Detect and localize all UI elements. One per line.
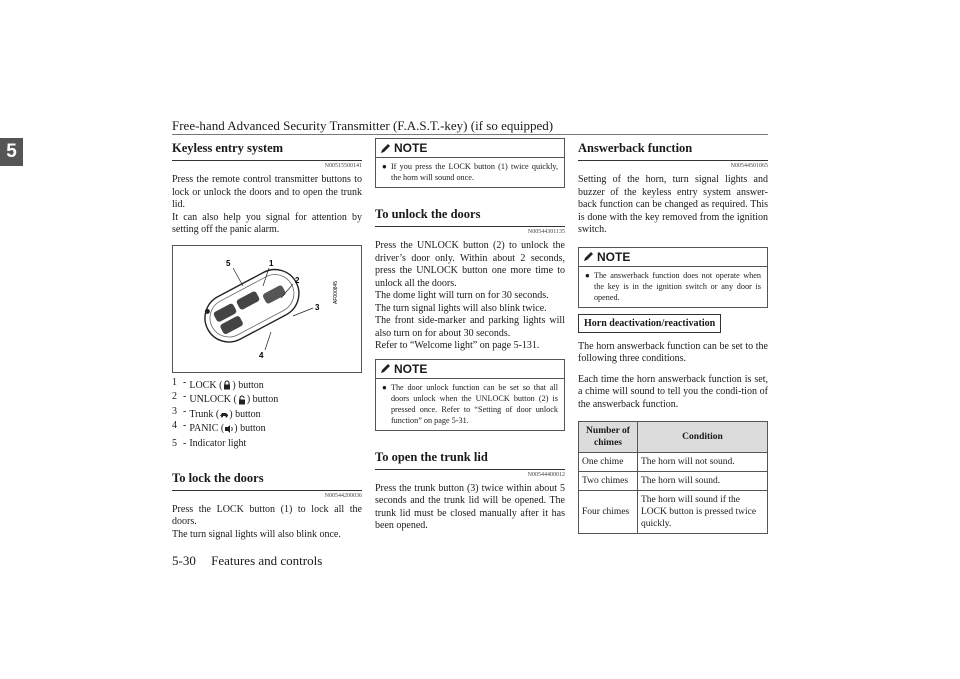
callout-4: 4 [259,350,264,360]
note-pencil-icon [583,251,594,262]
callout-1: 1 [269,258,274,268]
section-title-answerback: Answerback function [578,136,768,161]
note-box [578,247,768,308]
note-header: NOTE [376,360,564,379]
callout-3: 3 [315,302,320,312]
legend-item-lock: 1 - LOCK ( ) button [172,376,264,391]
legend-item-panic: 4 - PANIC ( ) button [172,420,266,434]
button-legend [172,376,362,450]
note-text: The door unlock function can be set so that all doors unlock when the UNLOCK button (2) is pressed once. Refer to “Setting of door unlock function” on page 5-31. [390,382,558,425]
column-1 [172,136,362,541]
note-text: The answerback function does not operate when the key is in the ignition switch or any door is opened. [593,270,761,302]
callout-5: 5 [226,258,231,268]
note-text: If you press the LOCK button (1) twice quickly, the horn will sound once. [390,162,558,182]
unlock-paragraph: Press the UNLOCK button (2) to unlock the driver’s door only. Within about 2 seconds, press the UNLOCK button one more time to unlock all the doors. The dome light will turn on for 30 seconds. The turn signal lights will also blink twice. The front side-marker and parking lights will also turn on for about 30 seconds. Refer to “Welcome light” on page 5-131. [375,240,565,351]
note-box [375,359,565,431]
table-row: Four chimes The horn will sound if the LOCK button is pressed twice quickly. [579,491,768,534]
section-code: N00544400012 [527,471,565,478]
note-header: NOTE [376,139,564,158]
trunk-paragraph: Press the trunk button (3) twice within about 5 seconds and the trunk lid will be opened. The trunk lid must be closed manually after it has been opened. [375,482,565,531]
key-fob-illustration [173,246,361,372]
page-number: 5-30 [172,553,196,568]
bullet-icon: ● [382,162,387,171]
section-code: N00515500141 [324,163,362,169]
header-condition: Condition [638,422,768,453]
section-code: N00544200036 [324,492,362,499]
note-header: NOTE [579,248,767,267]
page-footer [172,553,334,569]
legend-item-trunk: 3 - Trunk ( ) button [172,405,261,420]
section-title-trunk: To open the trunk lid [375,445,565,470]
lock-icon [222,380,232,390]
section-title-unlock: To unlock the doors [375,202,565,227]
bullet-icon: ● [382,382,387,392]
panic-icon [224,424,234,434]
chime-condition-table [578,421,768,534]
column-2 [375,136,565,533]
table-header-row [579,422,768,453]
header-number-of-chimes: Number of chimes [579,422,638,453]
note-pencil-icon [380,143,391,154]
legend-item-unlock: 2 - UNLOCK ( ) button [172,391,279,405]
header-divider [172,134,768,135]
bullet-icon: ● [585,270,590,280]
chapter-tab: 5 [0,138,23,166]
table-row: Two chimes The horn will sound. [579,472,768,491]
section-code: N00544301135 [527,229,565,235]
callout-2: 2 [295,275,300,285]
key-fob-figure [172,245,362,373]
section-title-lock: To lock the doors [172,466,362,491]
subsection-title-horn: Horn deactivation/reactivation [578,314,721,333]
column-3 [578,136,768,534]
answerback-paragraph: Setting of the horn, turn signal lights and buzzer of the keyless entry system answer-back function can be changed as required. This is done with the key removed from the ignition switch. [578,174,768,235]
horn-paragraph-2: Each time the horn answerback function is set, a chime will sound to tell you the condi-tion of the answerback function. [578,373,768,410]
lock-paragraph: Press the LOCK button (1) to lock all the doors. The turn signal lights will also blink once. [172,503,362,540]
page-header-title: Free-hand Advanced Security Transmitter (F.A.S.T.-key) (if so equipped) [172,118,554,133]
table-row: One chime The horn will not sound. [579,453,768,472]
figure-code: AF000845 [333,280,339,304]
note-box [375,138,565,188]
footer-section-name: Features and controls [211,553,323,568]
horn-paragraph-1: The horn answerback function can be set to the following three conditions. [578,340,768,364]
section-title-keyless-entry: Keyless entry system [172,136,362,161]
legend-item-indicator: 5 - Indicator light [172,437,247,449]
section-code: N00544501065 [730,163,768,169]
keyless-paragraph: Press the remote control transmitter buttons to lock or unlock the doors and to open the trunk lid. It can also help you signal for attention by setting off the panic alarm. [172,174,362,235]
trunk-icon [219,409,229,419]
note-pencil-icon [380,363,391,374]
unlock-icon [237,395,247,405]
